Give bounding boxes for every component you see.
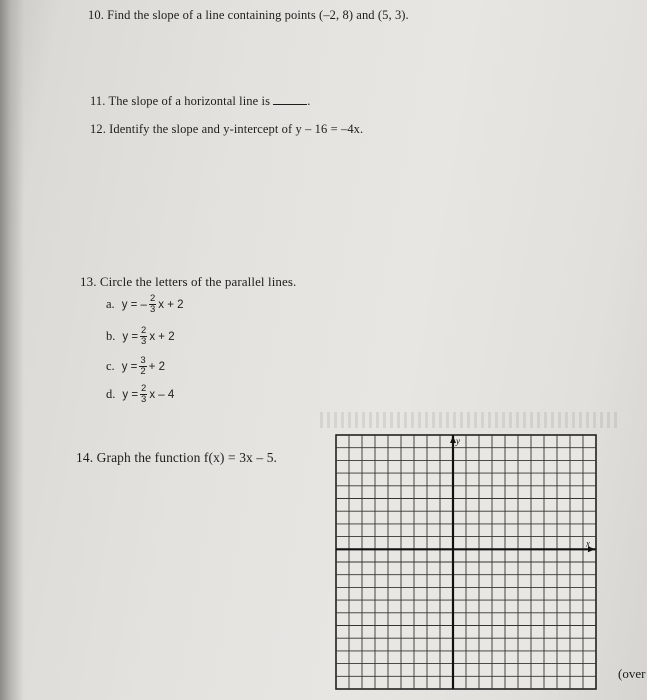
option-d-numerator: 2 — [141, 383, 147, 394]
option-a-denominator: 3 — [149, 304, 156, 315]
question-11 — [90, 94, 311, 109]
option-b-denominator: 3 — [141, 336, 147, 347]
question-13: 13. Circle the letters of the parallel lines. — [80, 274, 297, 289]
option-b — [106, 326, 175, 347]
option-d-fraction — [140, 384, 147, 405]
option-a-fraction — [149, 294, 156, 315]
page-shadow — [0, 0, 24, 700]
graph-grid-svg — [334, 433, 598, 691]
option-c-denominator: 2 — [140, 366, 146, 377]
option-b-numerator: 2 — [141, 325, 147, 336]
coordinate-grid — [334, 433, 598, 691]
over-label: (over — [618, 666, 646, 681]
option-d-denominator: 3 — [141, 394, 147, 405]
option-c — [106, 356, 165, 377]
option-a-letter: a. — [106, 297, 115, 311]
option-c-lhs: y = — [121, 360, 138, 373]
option-d — [106, 384, 174, 405]
option-a-numerator: 2 — [149, 293, 156, 304]
y-axis-label: y — [456, 436, 460, 446]
question-10: 10. Find the slope of a line containing points (–2, 8) and (5, 3). — [88, 8, 409, 22]
option-a-lhs: y = – — [121, 298, 147, 311]
option-c-letter: c. — [106, 359, 115, 373]
option-d-letter: d. — [106, 387, 116, 401]
question-11-period: . — [307, 94, 311, 108]
option-c-fraction — [139, 356, 146, 377]
option-c-rhs: + 2 — [148, 360, 165, 373]
question-14: 14. Graph the function f(x) = 3x – 5. — [76, 450, 278, 465]
option-d-rhs: x – 4 — [149, 388, 175, 401]
option-a-rhs: x + 2 — [158, 298, 184, 311]
answer-blank — [273, 94, 307, 105]
option-c-numerator: 3 — [140, 355, 146, 366]
question-12: 12. Identify the slope and y-intercept of y – 16 = –4x. — [90, 122, 364, 136]
question-11-text: 11. The slope of a horizontal line is — [90, 94, 274, 108]
option-b-lhs: y = — [122, 330, 139, 343]
x-axis-label: x — [586, 538, 590, 549]
option-b-letter: b. — [106, 329, 116, 343]
bleed-through-text — [320, 412, 620, 428]
option-b-fraction — [140, 326, 147, 347]
option-a — [106, 294, 184, 315]
option-b-rhs: x + 2 — [149, 330, 175, 343]
option-d-lhs: y = — [122, 388, 139, 401]
